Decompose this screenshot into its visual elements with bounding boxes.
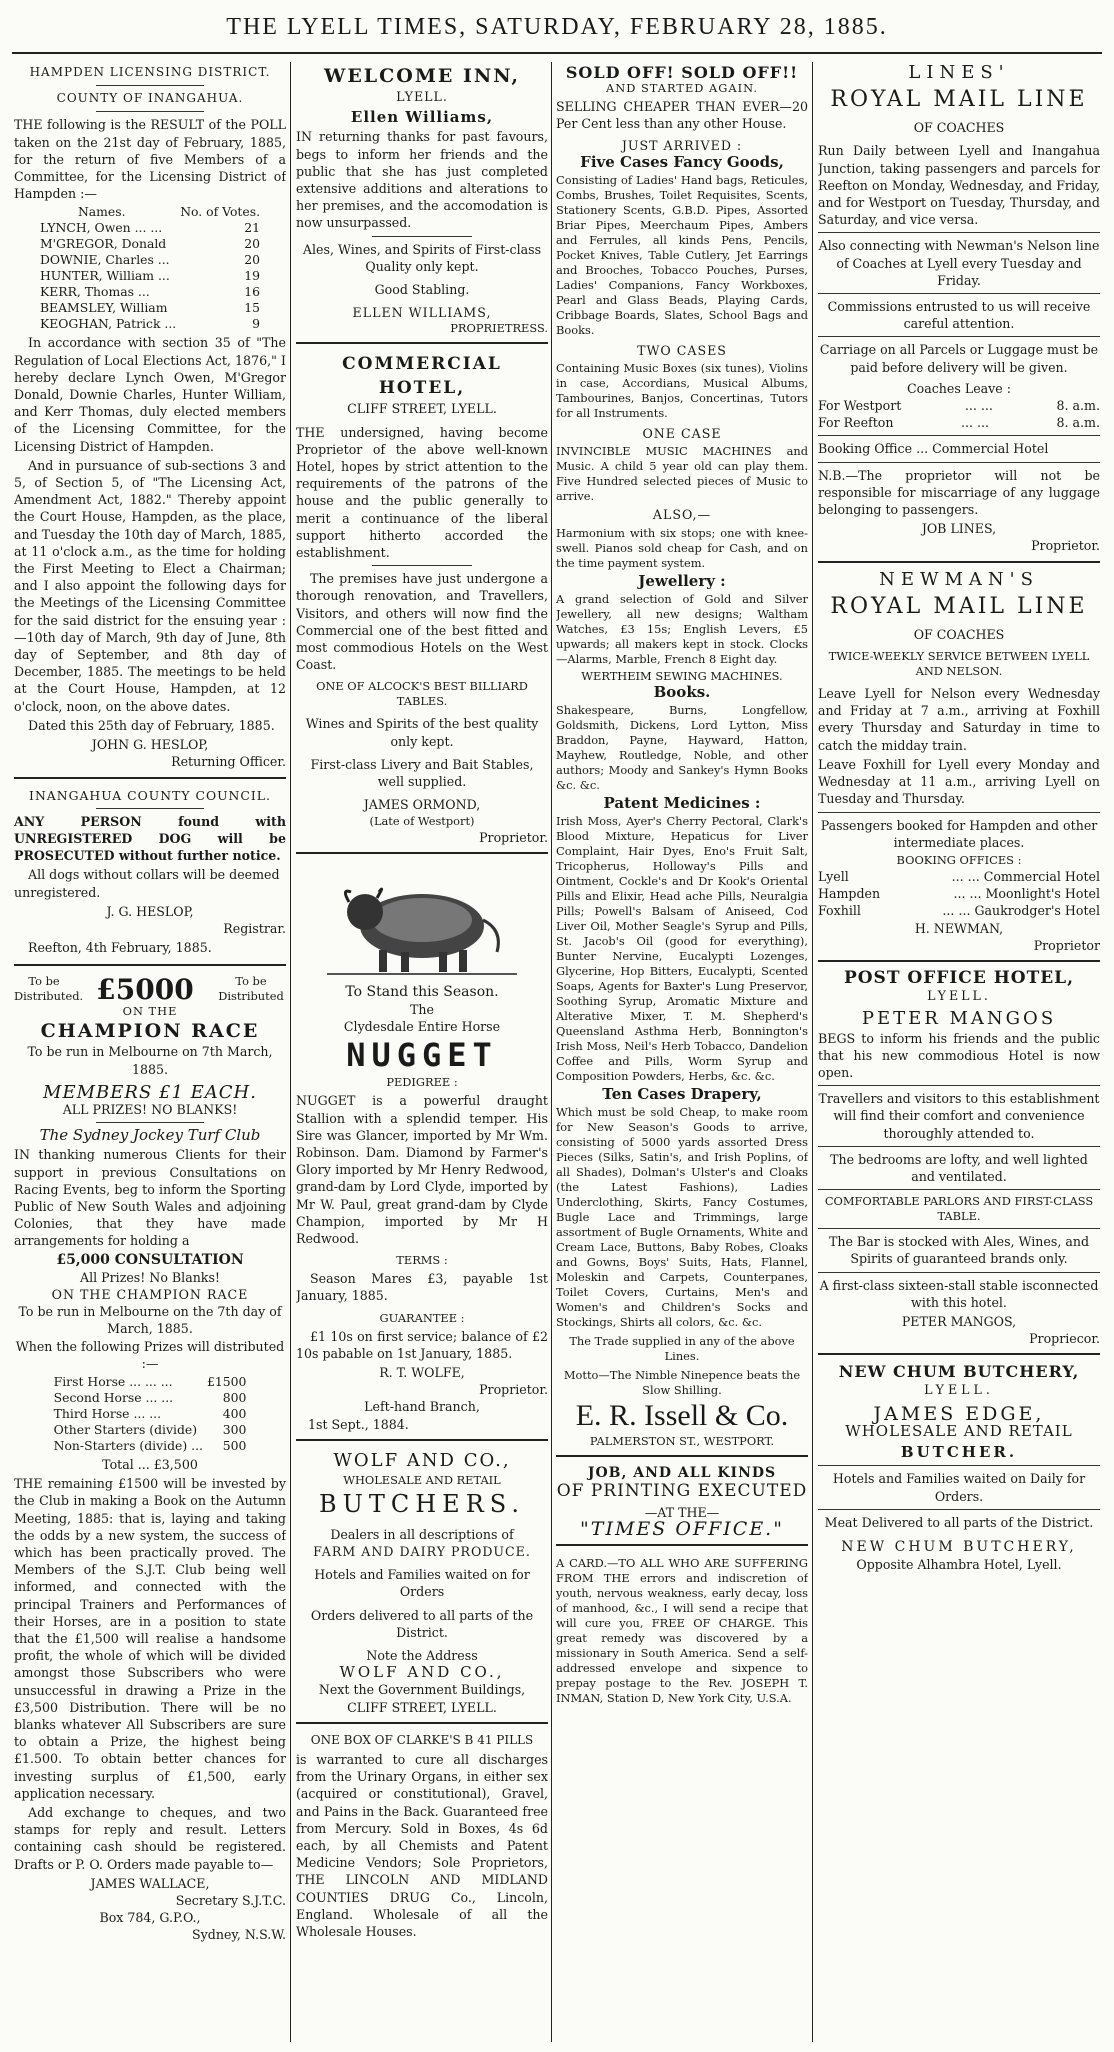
- council-notice: [14, 785, 286, 967]
- race-title: CHAMPION RACE: [40, 1020, 260, 1043]
- table-row: Second Horse ... ... 800: [53, 1389, 247, 1405]
- address-line: Sydney, N.S.W.: [192, 1927, 286, 1943]
- section-heading: TWO CASES: [637, 343, 727, 359]
- section-body: Consisting of Ladies' Hand bags, Reticules, Combs, Brushes, Toilet Requisites, Scents, Stationery Scents, G.B.D. Pipes, Assorted Briar Pipes, Meerchaum Pipes, Ambers and Ferrules, all kinds Pens, Pencils, Pocket Knives, Table Cutlery, Jet Earrings and Brooches, Tobacco Pouches, Purses, Ladies' Companions, Fancy Workboxes, Pearl and Glass Beads, Playing Cards, Cribbage Boards, Slates, School Bags and Books.: [556, 173, 808, 338]
- col-header: No. of Votes.: [180, 204, 261, 220]
- table-row: For Reefton ... ... 8. a.m.: [818, 415, 1100, 431]
- ad-body: SELLING CHEAPER THAN EVER—20 Per Cent less than any other House.: [556, 99, 808, 132]
- section-line: Motto—The Nimble Ninepence beats the Slow Shilling.: [563, 1368, 801, 1398]
- ad-line: Next the Government Buildings,: [318, 1682, 526, 1698]
- ad-body: £1 10s on first service; balance of £2 10s pabable on 1st January, 1885.: [296, 1328, 548, 1361]
- ad-body: Hotels and Families waited on Daily for Orders.: [832, 1471, 1086, 1504]
- signature: ELLEN WILLIAMS,: [352, 305, 492, 321]
- distributed-label: To be Distributed: [218, 974, 284, 1004]
- signature: JOB LINES,: [921, 521, 997, 537]
- ad-line: GUARANTEE :: [379, 1310, 465, 1325]
- proprietor-name: Ellen Williams,: [350, 108, 494, 127]
- ad-place: LYELL.: [396, 89, 448, 104]
- printing-line: OF PRINTING EXECUTED: [556, 1480, 808, 1501]
- printing-line: JOB, AND ALL KINDS: [587, 1465, 777, 1482]
- butchers-heading: BUTCHERS.: [319, 1489, 525, 1518]
- ad-body: BEGS to inform his friends and the public that his new commodious Hotel is now open.: [818, 1030, 1100, 1080]
- merchant-address: PALMERSTON ST., WESTPORT.: [589, 1434, 775, 1449]
- merchant-name: E. R. Issell & Co.: [575, 1399, 789, 1433]
- ad-body: Commissions entrusted to us will receive careful attention.: [827, 299, 1091, 332]
- column-3: [556, 62, 808, 2042]
- wolf-butchers-ad: [296, 1447, 548, 1724]
- ad-subtitle: OF COACHES: [913, 120, 1005, 136]
- column-1: [14, 62, 286, 2042]
- ad-line: Ales, Wines, and Spirits of First-class Quality only kept.: [302, 241, 542, 274]
- notice-title: INANGAHUA COUNTY COUNCIL.: [29, 787, 271, 803]
- section-line: The Trade supplied in any of the above Lines.: [569, 1334, 795, 1364]
- club-paragraph: Add exchange to cheques, and two stamps for reply and result. Letters containing cash should be registered. Drafts or P. O. Orders made payable to—: [14, 1805, 286, 1872]
- signature: JAMES ORMOND,: [363, 797, 481, 813]
- ad-title: WOLF AND CO.,: [333, 1449, 511, 1471]
- ad-line: COMFORTABLE PARLORS AND FIRST-CLASS TABLE.: [824, 1194, 1094, 1224]
- section-heading: Books.: [653, 682, 711, 701]
- section-heading: ONE CASE: [642, 426, 722, 442]
- notice-body: ANY PERSON found with UNREGISTERED DOG will be PROSECUTED without further notice.: [14, 813, 286, 864]
- table-row: Third Horse ... ... 400: [53, 1405, 247, 1421]
- section-body: Harmonium with six stops; one with knee-swell. Pianos sold cheap for Cash, and on the time payment system.: [556, 525, 808, 570]
- ad-body: A first-class sixteen-stall stable isconnected with this hotel.: [819, 1277, 1099, 1310]
- race-line: ON THE CHAMPION RACE: [51, 1286, 249, 1302]
- ad-title: SOLD OFF! SOLD OFF!!: [565, 63, 799, 82]
- hampden-notice: [14, 62, 286, 779]
- signature-role: Returning Officer.: [171, 754, 286, 770]
- signature: NEW CHUM BUTCHERY,: [841, 1539, 1077, 1555]
- distributed-label: To be Distributed.: [14, 974, 84, 1004]
- race-date: To be run in Melbourne on the 7th day of March, 1885.: [18, 1304, 282, 1337]
- notice-paragraph: In accordance with section 35 of "The Regulation of Local Elections Act, 1876," I hereby declare Lynch Owen, M'Gregor Donald, Downie Charles, Hunter William, and Kerr Thomas, duly elected members of the Licensing Committee, for the Licensing District of Hampden.: [14, 335, 286, 454]
- sold-off-ad: [556, 62, 808, 1457]
- ad-line: Note the Address: [366, 1647, 478, 1663]
- ad-title: NEW CHUM BUTCHERY,: [838, 1362, 1080, 1382]
- signature: R. T. WOLFE,: [379, 1364, 465, 1380]
- new-chum-butchery-ad: [818, 1361, 1100, 1579]
- ad-body: Season Mares £3, payable 1st January, 1885.: [296, 1271, 548, 1304]
- section-heading: Jewellery :: [638, 571, 726, 590]
- signature-role: Proprietor.: [1031, 538, 1100, 554]
- ad-heading: ROYAL MAIL LINE: [830, 87, 1088, 113]
- ad-title: WELCOME INN,: [323, 65, 520, 87]
- column-4: [818, 62, 1100, 2042]
- ad-title: POST OFFICE HOTEL,: [843, 967, 1075, 988]
- column-2: [296, 62, 548, 2042]
- newman-coaches-ad: [818, 569, 1100, 962]
- club-paragraph: IN thanking numerous Clients for their support in previous Consultations on Racing Events, beg to inform the Sporting Public of New South Wales and adjoining Colonies, that they have made arrangements for holding a: [14, 1147, 286, 1249]
- table-row: LYNCH, Owen ... ... 21: [39, 220, 261, 236]
- ad-line: FARM AND DAIRY PRODUCE.: [313, 1543, 531, 1559]
- section-body: A grand selection of Gold and Silver Jewellery, all new designs; Waltham Watches, £3 15s; English Levers, £5 upwards; all makers kept in stock. Clocks—Alarms, Marble, French 8 Eight day.: [556, 591, 808, 666]
- ad-body: Meat Delivered to all parts of the District.: [824, 1514, 1094, 1530]
- column-rule: [290, 62, 291, 2042]
- ad-body: IN returning thanks for past favours, begs to inform her friends and the public that she has just completed extensive additions and alterations to her premises, and the accomodation is now unsurpassed.: [296, 129, 548, 231]
- ad-line: Good Stabling.: [374, 282, 470, 298]
- commercial-hotel-ad: [296, 350, 548, 853]
- clarke-pills-ad: [296, 1730, 548, 1948]
- proprietor-name: PETER MANGOS: [861, 1008, 1057, 1030]
- table-row: KEOGHAN, Patrick ... 9: [39, 316, 261, 332]
- ad-body: The bedrooms are lofty, and well lighted and ventilated.: [830, 1151, 1088, 1184]
- ad-subtitle: AND STARTED AGAIN.: [606, 81, 758, 96]
- signature-note: (Late of Westport): [369, 813, 475, 828]
- address-line: Box 784, G.P.O.,: [99, 1910, 201, 1926]
- printing-line: "TIMES OFFICE.": [580, 1518, 784, 1541]
- section-body: INVINCIBLE MUSIC MACHINES and Music. A child 5 year old can play them. Five Hundred selected pieces of Music to arrive.: [556, 444, 808, 504]
- bull-illustration-icon: [317, 868, 527, 978]
- ad-line: Booking Office ... Commercial Hotel: [818, 441, 1049, 457]
- section-heading: ALSO,—: [652, 507, 712, 523]
- lines-coaches-ad: [818, 62, 1100, 563]
- ad-line: The: [410, 1001, 434, 1017]
- ad-address: WOLF AND CO.,: [339, 1663, 505, 1682]
- table-row: Lyell ... ... Commercial Hotel: [818, 868, 1100, 884]
- table-row: KERR, Thomas ... 16: [39, 284, 261, 300]
- ad-line: BOOKING OFFICES :: [896, 852, 1022, 867]
- ad-date: 1st Sept., 1884.: [308, 1416, 409, 1432]
- notice-date: Dated this 25th day of February, 1885.: [28, 717, 275, 733]
- ad-title: ONE BOX OF CLARKE'S B 41 PILLS: [310, 1732, 534, 1747]
- prizes-line: All Prizes! No Blanks!: [80, 1269, 220, 1285]
- ad-line: Coaches Leave :: [907, 380, 1011, 396]
- signature-role: Propriecor.: [1029, 1331, 1100, 1347]
- ad-body: Leave Lyell for Nelson every Wednesday and Friday at 7 a.m., arriving at Foxhill every Thursday and Saturday in time to catch the midday train.: [818, 686, 1100, 753]
- signature-role: PROPRIETRESS.: [450, 321, 548, 336]
- members-heading: MEMBERS £1 EACH.: [43, 1081, 257, 1103]
- column-rule: [812, 62, 813, 2042]
- section-body: Irish Moss, Ayer's Cherry Pectoral, Clark's Blood Mixture, Hepaticus for Liver Complaint, Hair Dyes, Eno's Fruit Salt, Tricopherus, Holloway's Pills and Ointment, Cockle's and Dr Kook's Oriental Pills and Elixir, Head ache Pills, Neuralgia Pills; Powell's Balsam of Aniseed, Cod Liver Oil, Mother Seagle's Syrup and Pills, St. Jacob's Oil (good for everything), Bunter Nervine, Eucalypti Lozenges, Glycerine, Hop Bitters, Eucalypti, Scented Soaps, Agents for Baxter's Lung Preservor, Soothing Syrup, Aromatic Mixture and Alterative Mixer, T. M. Shepherd's Queensland Asthma Herb, Bonnington's Irish Moss, Neil's Herb Tobacco, Dandelion Coffee and Pills, Worm Syrup and Composition Powders, Herbs, &c. &c.: [556, 814, 808, 1084]
- club-name: The Sydney Jockey Turf Club: [39, 1126, 261, 1145]
- masthead: THE LYELL TIMES, SATURDAY, FEBRUARY 28, 1885.: [226, 14, 888, 40]
- printing-ad: [556, 1463, 808, 1546]
- signature-role: Proprietor.: [479, 829, 548, 845]
- prizes-total: Total ... £3,500: [102, 1456, 198, 1472]
- prizes-intro: When the following Prizes will distributed :—: [15, 1338, 285, 1371]
- ad-subtitle: OF COACHES: [913, 626, 1005, 642]
- notice-date: Reefton, 4th February, 1885.: [28, 940, 212, 956]
- table-row: HUNTER, William ... 19: [39, 268, 261, 284]
- consultation-heading: £5,000 CONSULTATION: [56, 1251, 244, 1268]
- ad-body: Passengers booked for Hampden and other intermediate places.: [820, 817, 1098, 850]
- signature-role: Proprietor: [1033, 937, 1100, 953]
- address-line: Opposite Alhambra Hotel, Lyell.: [856, 1557, 1062, 1573]
- table-row: Other Starters (divide) 300: [53, 1421, 247, 1437]
- section-heading: JUST ARRIVED :: [621, 137, 743, 153]
- section-line: WERTHEIM SEWING MACHINES.: [581, 668, 783, 683]
- ad-body: A CARD.—TO ALL WHO ARE SUFFERING FROM THE errors and indiscretion of youth, nervous weakness, early decay, loss of manhood, &c., I will send a recipe that will cure you, FREE OF CHARGE. This great remedy was discovered by a missionary in South America. Send a self-addressed envelope and sixpence to prepay postage to the Rev. JOSEPH T. INMAN, Station D, New York City, U.S.A.: [556, 1556, 808, 1706]
- ad-place: CLIFF STREET, LYELL.: [347, 401, 497, 417]
- ad-line: TWICE-WEEKLY SERVICE BETWEEN LYELL AND NELSON.: [828, 649, 1090, 679]
- ad-line: Hotels and Families waited on for Orders: [314, 1567, 530, 1600]
- ad-place: LYELL.: [927, 988, 991, 1004]
- signature: JOHN G. HESLOP,: [91, 737, 209, 753]
- post-office-hotel-ad: [818, 968, 1100, 1355]
- address-line: Left-hand Branch,: [364, 1399, 480, 1415]
- ad-body: THE undersigned, having become Proprietor of the above well-known Hotel, hopes by strict attention to the requirements of the patrons of the house and the public generally to merit a continuance of the liberal support hitherto accorded the establishment.: [296, 424, 548, 561]
- votes-table: [38, 204, 262, 332]
- printing-line: —AT THE—: [644, 1504, 720, 1520]
- ad-line: WHOLESALE AND RETAIL: [845, 1421, 1073, 1440]
- ad-line: BUTCHER.: [900, 1443, 1018, 1462]
- ad-place: LYELL.: [924, 1381, 994, 1397]
- ad-body: The Bar is stocked with Ales, Wines, and Spirits of guaranteed brands only.: [828, 1234, 1090, 1267]
- ad-line: First-class Livery and Bait Stables, well supplied.: [310, 756, 534, 790]
- ad-line: CLIFF STREET, LYELL.: [347, 1699, 497, 1715]
- ad-body: is warranted to cure all discharges from the Urinary Organs, in either sex (acquired or constitutional), Gravel, and Pains in the Back. Guaranteed free from Mercury. Sold in Boxes, 4s 6d each, by all Chemists and Patent Medicine Vendors; Sole Proprietors, THE LINCOLN AND MIDLAND COUNTIES DRUG Co., Lincoln, England. Wholesale of all the Wholesale Houses.: [296, 1752, 548, 1940]
- on-the-label: ON THE: [122, 1004, 178, 1019]
- table-row: Hampden ... ... Moonlight's Hotel: [818, 886, 1100, 902]
- horse-name: NUGGET: [346, 1036, 498, 1075]
- notice-intro: THE following is the RESULT of the POLL taken on the 21st day of February, 1885, for the return of five Members of a Committee, for the Licensing District of Hampden :—: [14, 117, 286, 202]
- section-heading: Five Cases Fancy Goods,: [580, 152, 784, 171]
- card-ad: [556, 1552, 808, 1714]
- ad-body: Carriage on all Parcels or Luggage must be paid before delivery will be given.: [819, 342, 1099, 375]
- ad-line: WHOLESALE AND RETAIL: [343, 1472, 501, 1487]
- section-heading: Ten Cases Drapery,: [602, 1085, 762, 1104]
- section-heading: Patent Medicines :: [603, 794, 761, 813]
- ad-line: Wines and Spirits of the best quality only kept.: [305, 716, 539, 749]
- signature-role: Registrar.: [223, 920, 286, 936]
- ad-heading: ROYAL MAIL LINE: [830, 593, 1088, 619]
- signature: H. NEWMAN,: [914, 920, 1004, 936]
- table-row: M'GREGOR, Donald 20: [39, 236, 261, 252]
- section-body: Which must be sold Cheap, to make room for New Season's Goods to arrive, consisting of 5000 yards assorted Dress Pieces (Silks, Satin's, and Irish Poplins, of all Shades), Dolman's Ulster's and Cloaks (the Latest Fashions), Ladies Underclothing, Skirts, Fancy Costumes, Bugle Lace and Trimmings, large assortment of Bugle Ornaments, White and Cream Lace, Buttons, Baby Robes, Cloaks and Gowns, Boys' Suits, Hats, Flannel, Moleskin and Carpets, Counterpanes, Toilet Covers, Curtains, Men's and Women's and Children's Socks and Stockings, Shirts all colors, &c. &c.: [556, 1105, 808, 1330]
- ad-body: NUGGET is a powerful draught Stallion with a splendid temper. His Sire was Glancer, imported by Mr Wm. Robinson. Dam. Diamond by Farmer's Glory imported by Mr Henry Redwood, grand-dam by Lord Clyde, imported by Mr W. Paul, great grand-dam by Clyde Champion, imported by Mr H Redwood.: [296, 1093, 548, 1246]
- proprietor-name: JAMES EDGE,: [873, 1402, 1045, 1425]
- ad-title: LINES': [908, 62, 1010, 83]
- ad-line: ONE OF ALCOCK'S BEST BILLIARD TABLES.: [316, 679, 528, 709]
- table-row: BEAMSLEY, William 15: [39, 300, 261, 316]
- notice-subtitle: COUNTY OF INANGAHUA.: [56, 91, 244, 106]
- signature: J. G. HESLOP,: [106, 903, 194, 919]
- club-paragraph: THE remaining £1500 will be invested by the Club in making a Book on the Autumn Meeting, 1885: that is, laying and taking the odds by a new system, the success of which has been practically proved. The Members of the S.J.T. Club being well informed, and connected with the principal Trainers and Performances of their Horses, are in a position to state that the £1,500 will realise a handsome profit, the whole of which will be divided amongst those Subscribers who were unsuccessful in drawing a Prize in the £3,500 Distribution. There will be no blanks whatever All Subscribers are sure to obtain a Prize, the highest being £1.500. To obtain better chances for investing surplus of £1,500, early application necessary.: [14, 1476, 286, 1801]
- signature-role: Secretary S.J.T.C.: [175, 1893, 286, 1909]
- notice-paragraph: And in pursuance of sub-sections 3 and 5, of Section 5, of "The Licensing Act, Amendment Act, 1882." Thereby appoint the Court House, Hampden, as the place, and Tuesday the 10th day of March, 1885, at 11 o'clock a.m., as the time for holding the First Meeting to Elect a Chairman; and I also appoint the following days for the Meetings of the Licensing Committee for the said district for the ensuing year :—10th day of March, 9th day of June, 8th day of September, and 8th day of December, 1885. The meetings to be held at the Court House, Hampden, at 12 o'clock, noon, on the above dates.: [14, 457, 286, 714]
- table-row: For Westport ... ... 8. a.m.: [818, 398, 1100, 414]
- section-body: Containing Music Boxes (six tunes), Violins in case, Accordians, Musical Albums, Tambourines, Banjos, Concertinas, Tutors for all Instruments.: [556, 361, 808, 421]
- signature: PETER MANGOS,: [901, 1313, 1017, 1329]
- prizes-line: ALL PRIZES! NO BLANKS!: [62, 1101, 238, 1117]
- ad-line: PEDIGREE :: [386, 1075, 458, 1090]
- notice-title: HAMPDEN LICENSING DISTRICT.: [29, 65, 271, 79]
- signature: JAMES WALLACE,: [90, 1875, 210, 1891]
- ad-line: Orders delivered to all parts of the District.: [310, 1607, 534, 1640]
- prizes-table: [52, 1374, 249, 1454]
- signature-role: Proprietor.: [479, 1382, 548, 1398]
- notice-paragraph: All dogs without collars will be deemed unregistered.: [14, 867, 280, 900]
- champion-race-ad: [14, 972, 286, 1949]
- ad-line: Clydesdale Entire Horse: [343, 1019, 501, 1035]
- table-row: Foxhill ... ... Gaukrodger's Hotel: [818, 903, 1100, 919]
- table-row: Non-Starters (divide) ... 500: [53, 1437, 247, 1453]
- ad-body: Also connecting with Newman's Nelson line of Coaches at Lyell every Tuesday and Friday.: [818, 238, 1100, 288]
- section-body: Shakespeare, Burns, Longfellow, Goldsmith, Dickens, Lord Lytton, Miss Braddon, Payne, Hayward, Hatton, Mayhew, Routledge, Noble, and other authors; Moody and Sankey's Hymn Books &c. &c.: [556, 703, 808, 793]
- column-rule: [551, 62, 552, 2042]
- table-row: DOWNIE, Charles ... 20: [39, 252, 261, 268]
- nugget-stallion-ad: [296, 860, 548, 1441]
- ad-title: COMMERCIAL HOTEL,: [342, 354, 502, 399]
- masthead-rule: [12, 52, 1102, 54]
- col-header: Names.: [77, 204, 126, 220]
- ad-line: Dealers in all descriptions of: [330, 1526, 514, 1542]
- race-date: To be run in Melbourne on 7th March, 1885.: [27, 1044, 273, 1077]
- ad-body: Travellers and visitors to this establishment will find their comfort and convenience thoroughly attended to.: [818, 1091, 1100, 1141]
- ad-title: NEWMAN'S: [879, 568, 1039, 590]
- prize-amount: £5000: [96, 972, 194, 1006]
- welcome-inn-ad: [296, 62, 548, 344]
- ad-body: N.B.—The proprietor will not be responsible for miscarriage of any luggage belonging to passengers.: [818, 467, 1100, 518]
- stand-heading: To Stand this Season.: [345, 983, 499, 1000]
- ad-body: Leave Foxhill for Lyell every Monday and Wednesday at 11 a.m., arriving Lyell on Tuesday and Thursday.: [818, 756, 1100, 807]
- ad-line: TERMS :: [396, 1253, 448, 1268]
- table-row: First Horse ... ... ... £1500: [53, 1373, 247, 1389]
- ad-body: The premises have just undergone a thorough renovation, and Travellers, Visitors, and others will now find the Commercial one of the best fitted and most commodious Hotels on the West Coast.: [296, 571, 548, 673]
- ad-body: Run Daily between Lyell and Inangahua Junction, taking passengers and parcels for Reefton on Monday, Wednesday, and Friday, and for Westport on Tuesday, Thursday, and Saturday, and vice versa.: [818, 143, 1100, 228]
